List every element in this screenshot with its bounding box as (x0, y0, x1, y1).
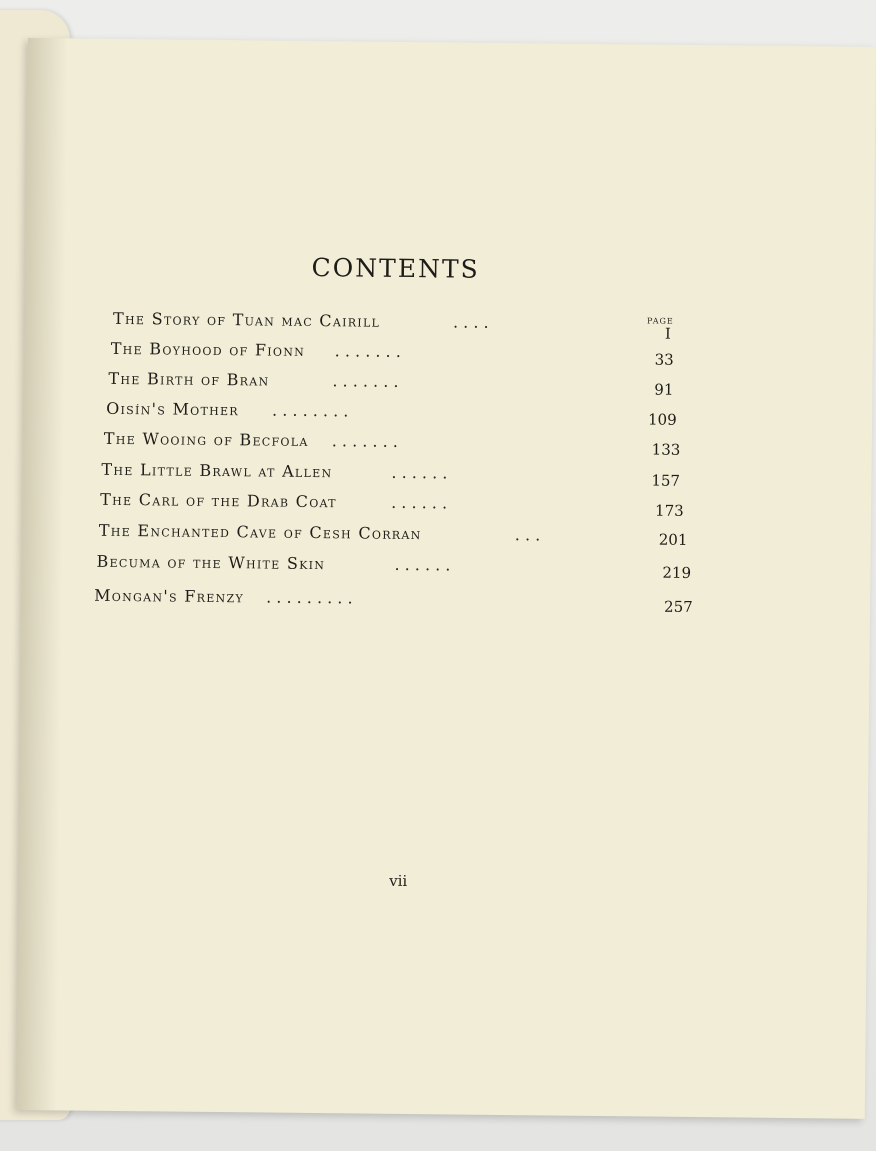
toc-entry (22, 585, 870, 624)
toc-entry-leader: . . . . (452, 312, 489, 332)
toc-entry-leader: . . . . . . . . . (266, 587, 353, 608)
toc-entry-title: The Enchanted Cave of Cesh Corran (98, 520, 422, 544)
toc-entry-leader: . . . . . . . (332, 371, 399, 391)
toc-entry-title: The Story of Tuan mac Cairill (112, 308, 381, 331)
toc-entry-title: Becuma of the White Skin (96, 551, 326, 574)
toc-entry-leader: . . . . . . (394, 554, 451, 575)
toc-entry-title: The Carl of the Drab Coat (100, 489, 337, 512)
toc-entry-page: 201 (658, 530, 688, 549)
toc-entry-page: I (664, 324, 671, 343)
toc-entry-page: 257 (663, 597, 693, 616)
toc-entry-leader: . . . . . . . (331, 431, 399, 451)
toc-entry-leader: . . . (514, 525, 541, 545)
page-folio: vii (389, 871, 408, 891)
contents-heading: CONTENTS (311, 252, 480, 284)
toc-entry-page: 33 (654, 350, 674, 369)
toc-entry-page: 91 (654, 380, 674, 399)
toc-entry-leader: . . . . . . (391, 492, 448, 513)
page-column-header: PAGE (647, 316, 674, 326)
toc-entry-title: The Wooing of Becfola (103, 428, 309, 450)
toc-entry-title: The Little Brawl at Allen (101, 459, 333, 482)
toc-entry-title: Oisín's Mother (106, 398, 240, 420)
toc-entry-title: The Boyhood of Fionn (110, 338, 306, 360)
toc-entry-title: Mongan's Frenzy (94, 585, 245, 607)
toc-entry-page: 219 (662, 563, 692, 582)
book-page (17, 38, 876, 1119)
toc-entry-page: 109 (647, 410, 677, 429)
toc-entry-leader: . . . . . . . (334, 341, 401, 361)
toc-entry-page: 173 (654, 501, 684, 520)
toc-entry-title: The Birth of Bran (108, 368, 270, 390)
toc-entry-page: 133 (651, 440, 681, 459)
toc-entry-leader: . . . . . . (391, 462, 448, 483)
toc-entry-leader: . . . . . . . . (272, 400, 349, 421)
toc-entry-page: 157 (651, 471, 681, 490)
